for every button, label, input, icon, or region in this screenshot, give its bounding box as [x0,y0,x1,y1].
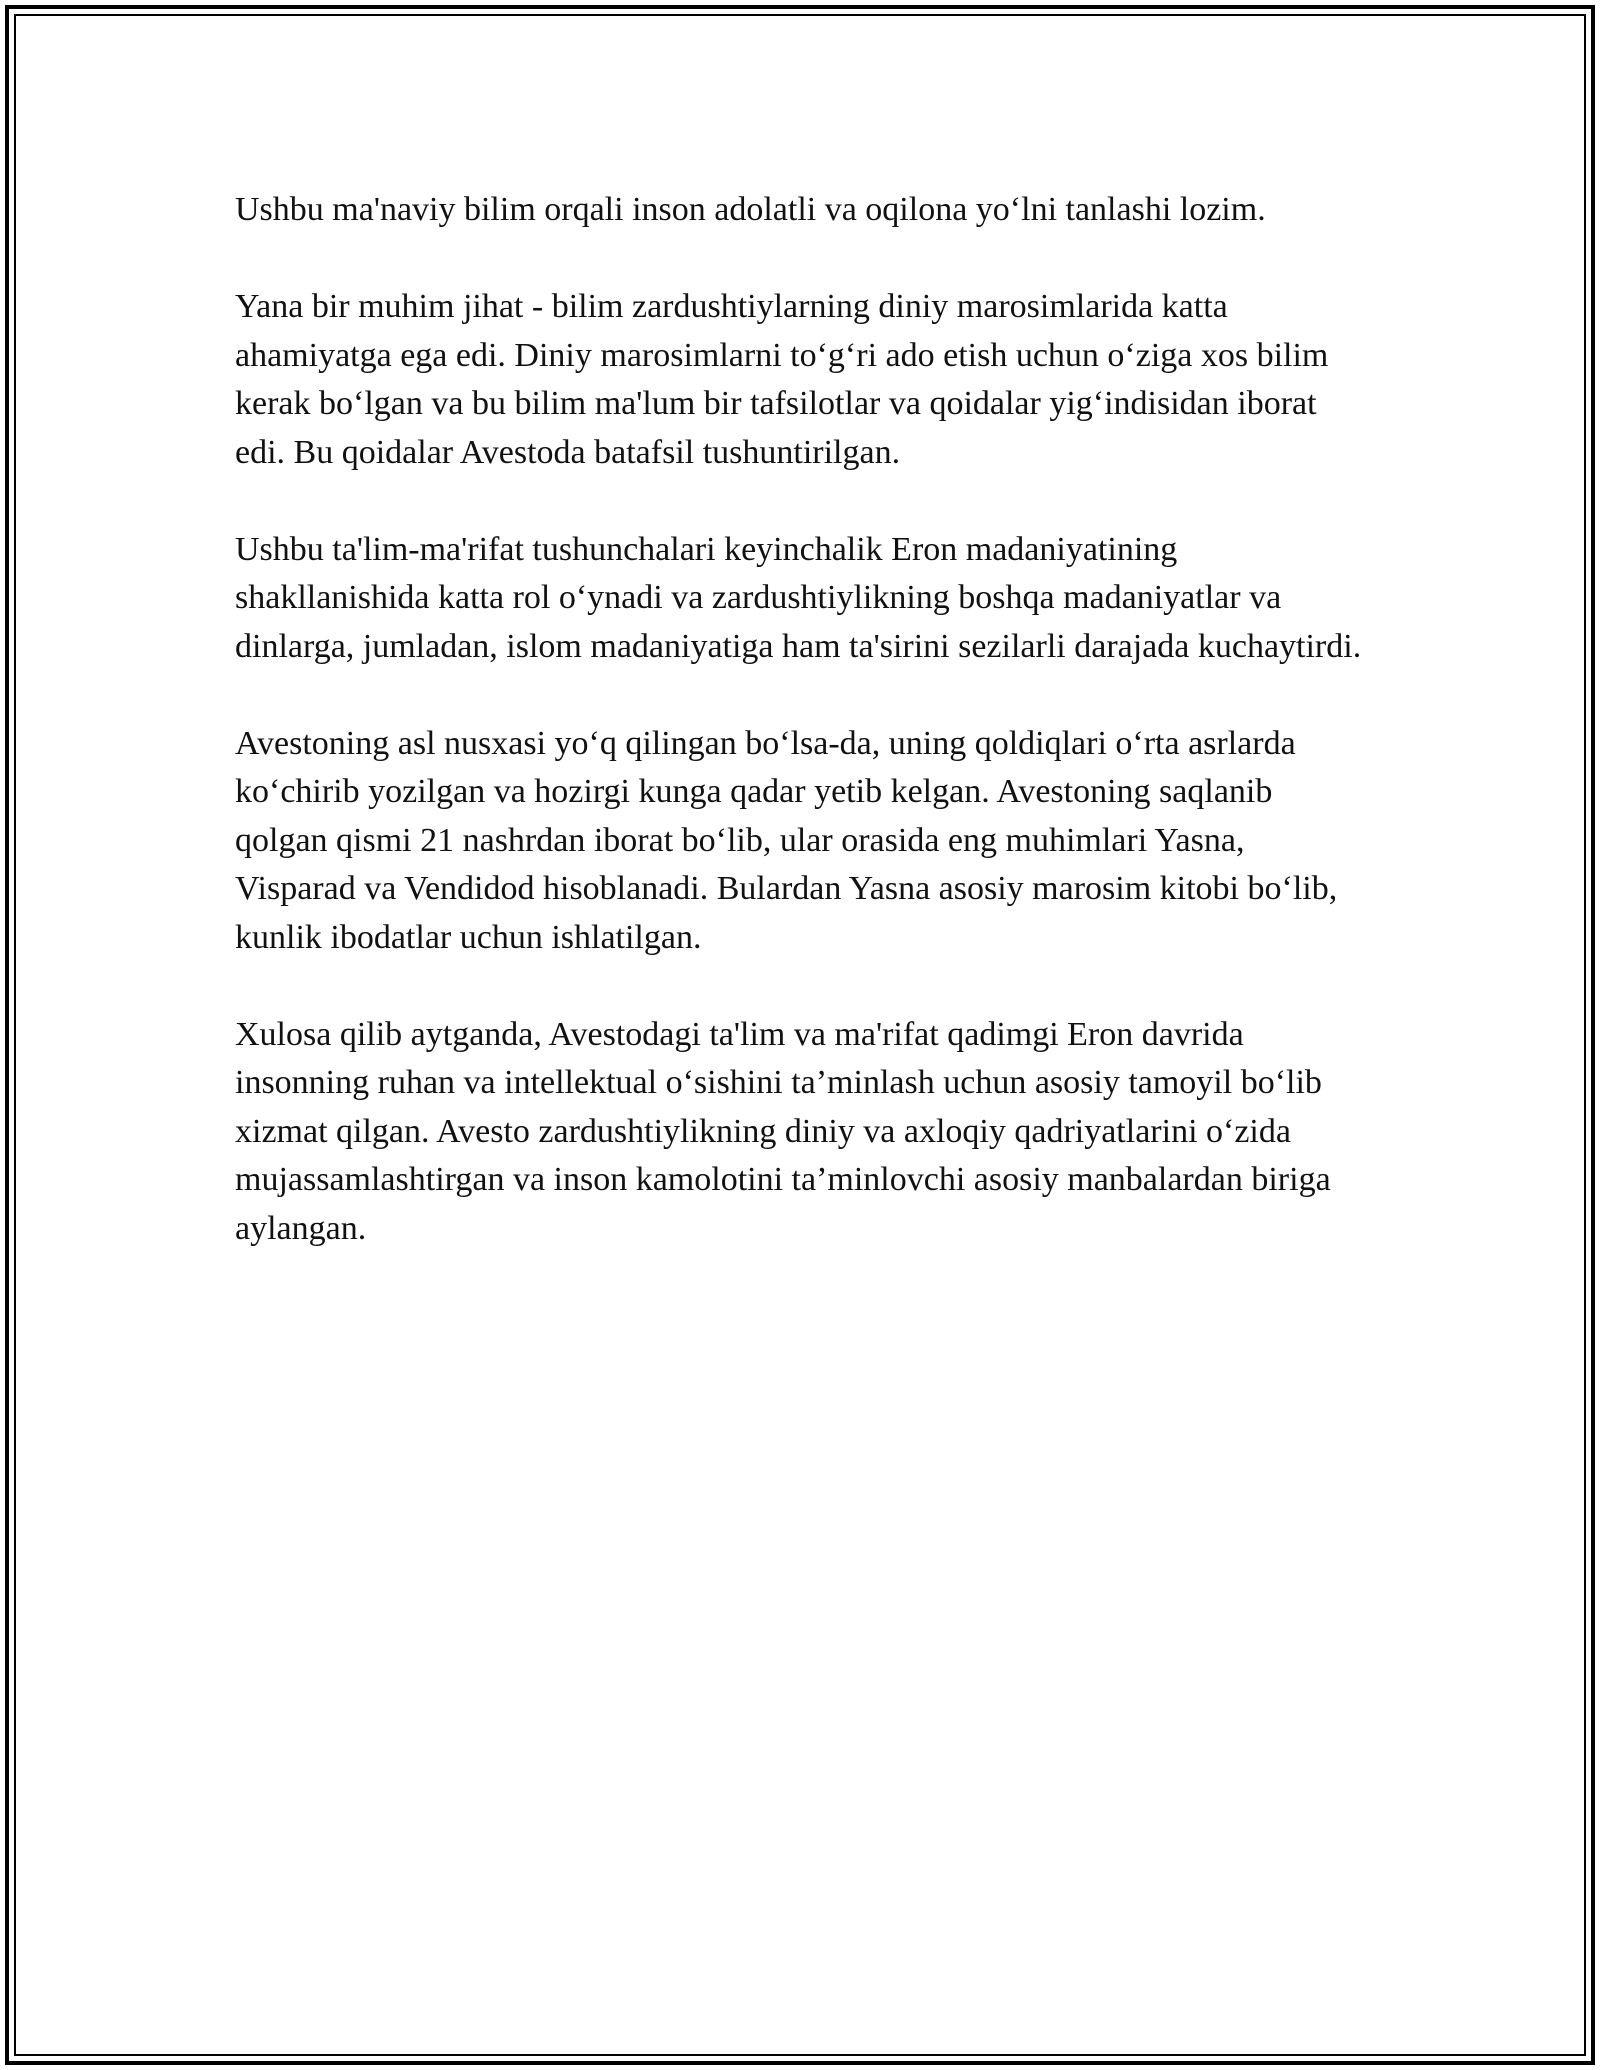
paragraph-4: Avestoning asl nusxasi yo‘q qilingan bo‘lsa-da, uning qoldiqlari o‘rta asrlarda ko‘chirib yozilgan va hozirgi kunga qadar yetib kelgan. Avestoning saqlanib qolgan qismi 21 nashrdan iborat bo‘lib, ular orasida eng muhimlari Yasna, Visparad va Vendidod hisoblanadi. Bulardan Yasna asosiy marosim kitobi bo‘lib, kunlik ibodatlar uchun ishlatilgan. [235,724,1338,956]
paragraph-2: Yana bir muhim jihat - bilim zardushtiylarning diniy marosimlarida katta ahamiyatga ega edi. Diniy marosimlarni to‘g‘ri ado etish uchun o‘ziga xos bilim kerak bo‘lgan va bu bilim ma'lum bir tafsilotlar va qoidalar yig‘indisidan iborat edi. Bu qoidalar Avestoda batafsil tushuntirilgan. [235,288,1329,471]
paragraph-1: Ushbu ma'naviy bilim orqali inson adolatli va oqilona yo‘lni tanlashi lozim. [235,191,1266,228]
paragraph-5: Xulosa qilib aytganda, Avestodagi ta'lim va ma'rifat qadimgi Eron davrida insonning ruhan va intellektual o‘sishini ta’minlash uchun asosiy tamoyil bo‘lib xizmat qilgan. Avesto zardushtiylikning diniy va axloqiy qadriyatlarini o‘zida mujassamlashtirgan va inson kamolotini ta’minlovchi asosiy manbalardan biriga aylangan. [235,1015,1331,1247]
document-body [235,186,1370,1302]
paragraph-3: Ushbu ta'lim-ma'rifat tushunchalari keyinchalik Eron madaniyatining shakllanishida katta rol o‘ynadi va zardushtiylikning boshqa madaniyatlar va dinlarga, jumladan, islom madaniyatiga ham ta'sirini sezilarli darajada kuchaytirdi. [235,530,1362,665]
